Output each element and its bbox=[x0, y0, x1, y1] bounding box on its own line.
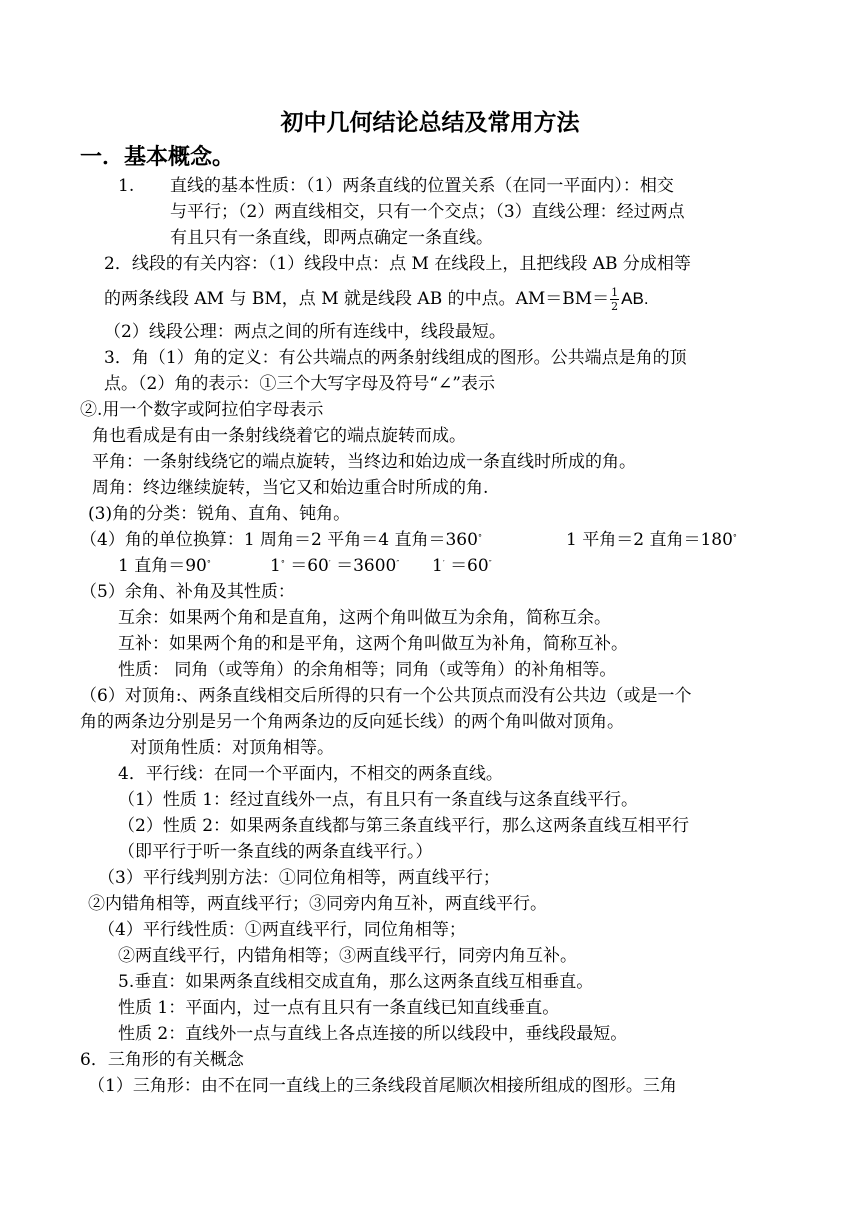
fraction-numerator: 1 bbox=[611, 286, 619, 299]
text-segment: 1 bbox=[270, 556, 281, 576]
item-number: 1. bbox=[118, 176, 135, 196]
text-line bbox=[270, 554, 399, 578]
text-line: 角的两条边分别是另一个角两条边的反向延长线）的两个角叫做对顶角。 bbox=[80, 712, 624, 732]
degree-symbol: ° bbox=[206, 559, 211, 568]
text-line: 性质 1：平面内，过一点有且只有一条直线已知直线垂直。 bbox=[118, 998, 560, 1018]
fraction bbox=[610, 286, 619, 313]
text-segment: ＝60 bbox=[290, 556, 329, 576]
text-segment: ＝60 bbox=[450, 556, 489, 576]
second-symbol: ″ bbox=[396, 559, 400, 568]
minute-symbol: ′ bbox=[442, 559, 445, 568]
text-segment: ＝3600 bbox=[336, 556, 397, 576]
section-heading: 一．基本概念。 bbox=[80, 144, 235, 170]
text-line: 点。（2）角的表示：①三个大写字母及符号“∠”表示 bbox=[104, 374, 495, 394]
text-line: （3）平行线判别方法：①同位角相等，两直线平行； bbox=[98, 868, 500, 888]
text-line: 平角：一条射线绕它的端点旋转，当终边和始边成一条直线时所成的角。 bbox=[92, 452, 636, 472]
text-line: 3．角（1）角的定义：有公共端点的两条射线组成的图形。公共端点是角的顶 bbox=[104, 348, 687, 368]
text-line: 互补：如果两个角的和是平角，这两个角叫做互为补角，简称互补。 bbox=[118, 634, 628, 654]
text-line: ②.用一个数字或阿拉伯字母表示 bbox=[80, 400, 324, 420]
text-line: （4）平行线性质：①两直线平行，同位角相等； bbox=[98, 920, 466, 940]
text-line: （6）对顶角:、两条直线相交后所得的只有一个公共顶点而没有公共边（或是一个 bbox=[80, 686, 692, 706]
text-line: ②两直线平行，内错角相等；③两直线平行，同旁内角互补。 bbox=[118, 946, 577, 966]
text-line bbox=[432, 554, 492, 578]
minute-symbol: ′ bbox=[328, 559, 331, 568]
text-line: 对顶角性质：对顶角相等。 bbox=[130, 738, 334, 758]
text-line: 直线的基本性质：（1）两条直线的位置关系（在同一平面内）：相交 bbox=[170, 176, 674, 196]
text-line: 2．线段的有关内容：（1）线段中点：点 M 在线段上，且把线段 AB 分成相等 bbox=[104, 254, 691, 274]
text-line: 与平行；（2）两直线相交，只有一个交点；（3）直线公理：经过两点 bbox=[170, 202, 685, 222]
text-line bbox=[566, 528, 737, 552]
text-segment: 1 平角＝2 直角＝180 bbox=[566, 530, 733, 550]
text-line: （2）线段公理：两点之间的所有连线中，线段最短。 bbox=[104, 322, 506, 342]
text-segment: 的两条线段 AM 与 BM，点 M 就是线段 AB 的中点。AM＝BM＝ bbox=[104, 289, 610, 309]
text-line: (3)角的分类：锐角、直角、钝角。 bbox=[88, 504, 351, 524]
degree-symbol: ° bbox=[477, 533, 482, 542]
text-line bbox=[80, 528, 482, 552]
text-line: 性质 2：直线外一点与直线上各点连接的所以线段中，垂线段最短。 bbox=[118, 1024, 628, 1044]
text-line: 性质： 同角（或等角）的余角相等；同角（或等角）的补角相等。 bbox=[118, 660, 617, 680]
text-line: （1）性质 1：经过直线外一点，有且只有一条直线与这条直线平行。 bbox=[118, 790, 639, 810]
second-symbol: ″ bbox=[488, 559, 492, 568]
degree-symbol: ° bbox=[280, 559, 285, 568]
text-line bbox=[104, 286, 649, 313]
text-line: ②内错角相等，两直线平行；③同旁内角互补，两直线平行。 bbox=[88, 894, 547, 914]
text-line bbox=[118, 554, 211, 578]
text-line: （2）性质 2：如果两条直线都与第三条直线平行，那么这两条直线互相平行 bbox=[118, 816, 690, 836]
text-line: 6．三角形的有关概念 bbox=[80, 1050, 244, 1070]
text-line: 4．平行线：在同一个平面内，不相交的两条直线。 bbox=[118, 764, 503, 784]
text-line: 5.垂直：如果两条直线相交成直角，那么这两条直线互相垂直。 bbox=[118, 972, 594, 992]
fraction-denominator: 2 bbox=[611, 300, 619, 313]
text-line: 周角：终边继续旋转，当它又和始边重合时所成的角. bbox=[92, 478, 489, 498]
text-line: 有且只有一条直线，即两点确定一条直线。 bbox=[170, 228, 493, 248]
text-segment: 1 直角＝90 bbox=[118, 556, 207, 576]
text-line: （即平行于听一条直线的两条直线平行。） bbox=[118, 842, 433, 862]
text-line: 角也看成是有由一条射线绕着它的端点旋转而成。 bbox=[92, 426, 466, 446]
text-line: 互余：如果两个角和是直角，这两个角叫做互为余角，简称互余。 bbox=[118, 608, 611, 628]
text-segment: 1 bbox=[432, 556, 443, 576]
text-line: （5）余角、补角及其性质： bbox=[80, 582, 295, 602]
text-line: （1）三角形：由不在同一直线上的三条线段首尾顺次相接所组成的图形。三角 bbox=[88, 1076, 677, 1096]
page-title: 初中几何结论总结及常用方法 bbox=[280, 109, 580, 136]
text-segment: AB. bbox=[621, 289, 649, 308]
text-segment: （4）角的单位换算：1 周角＝2 平角＝4 直角＝360 bbox=[80, 530, 478, 550]
degree-symbol: ° bbox=[732, 533, 737, 542]
